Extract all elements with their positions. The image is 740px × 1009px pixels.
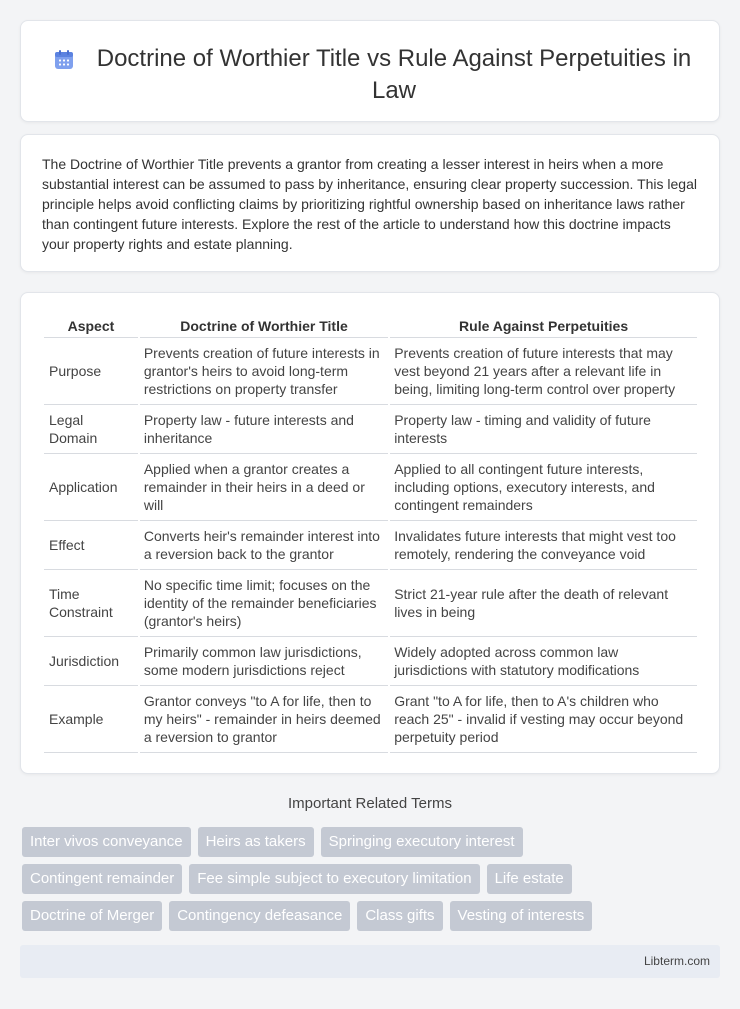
title-card (20, 20, 720, 122)
related-term-tag[interactable]: Springing executory interest (321, 827, 523, 857)
related-term-tag[interactable]: Fee simple subject to executory limitation (189, 864, 479, 894)
table-header-row (44, 315, 697, 338)
cell-worthier-title: Prevents creation of future interests in grantor's heirs to avoid long-term restrictions on property transfer (140, 338, 388, 405)
cell-aspect: Example (44, 686, 138, 753)
cell-worthier-title: Property law - future interests and inheritance (140, 405, 388, 454)
table-row (44, 454, 697, 521)
cell-worthier-title: Grantor conveys "to A for life, then to my heirs" - remainder in heirs deemed a reversion to grantor (140, 686, 388, 753)
cell-aspect: Time Constraint (44, 570, 138, 637)
cell-worthier-title: Converts heir's remainder interest into a reversion back to the grantor (140, 521, 388, 570)
comparison-table (42, 315, 699, 753)
table-row (44, 405, 697, 454)
cell-perpetuities: Invalidates future interests that might vest too remotely, rendering the conveyance void (390, 521, 697, 570)
cell-perpetuities: Grant "to A for life, then to A's children who reach 25" - invalid if vesting may occur beyond perpetuity period (390, 686, 697, 753)
related-terms-list (22, 827, 722, 938)
table-row (44, 637, 697, 686)
cell-perpetuities: Widely adopted across common law jurisdictions with statutory modifications (390, 637, 697, 686)
table-row (44, 338, 697, 405)
intro-card (20, 134, 720, 272)
cell-aspect: Application (44, 454, 138, 521)
comparison-table-card (20, 292, 720, 774)
cell-worthier-title: Applied when a grantor creates a remainder in their heirs in a deed or will (140, 454, 388, 521)
related-term-tag[interactable]: Vesting of interests (450, 901, 593, 931)
related-term-tag[interactable]: Contingent remainder (22, 864, 182, 894)
table-row (44, 521, 697, 570)
header-doctrine-of-worthier-title: Doctrine of Worthier Title (140, 315, 388, 338)
header-rule-against-perpetuities: Rule Against Perpetuities (390, 315, 697, 338)
related-term-tag[interactable]: Doctrine of Merger (22, 901, 162, 931)
cell-worthier-title: No specific time limit; focuses on the identity of the remainder beneficiaries (grantor's heirs) (140, 570, 388, 637)
cell-aspect: Effect (44, 521, 138, 570)
related-term-tag[interactable]: Inter vivos conveyance (22, 827, 191, 857)
cell-perpetuities: Applied to all contingent future interests, including options, executory interests, and contingent remainders (390, 454, 697, 521)
table-row (44, 686, 697, 753)
footer-site-link[interactable]: Libterm.com (643, 954, 710, 968)
related-term-tag[interactable]: Class gifts (357, 901, 442, 931)
table-row (44, 570, 697, 637)
footer (20, 945, 720, 978)
header-aspect: Aspect (44, 315, 138, 338)
cell-worthier-title: Primarily common law jurisdictions, some modern jurisdictions reject (140, 637, 388, 686)
cell-aspect: Jurisdiction (44, 637, 138, 686)
cell-aspect: Legal Domain (44, 405, 138, 454)
intro-paragraph: The Doctrine of Worthier Title prevents a grantor from creating a lesser interest in heirs when a more substantial interest can be assumed to pass by inheritance, ensuring clear property succession. This legal principle helps avoid conflicting claims by prioritizing rightful ownership based on inheritance laws rather than contingent future interests. Explore the rest of the article to understand how this doctrine impacts your property rights and estate planning. (42, 156, 697, 252)
related-terms-title: Important Related Terms (288, 795, 452, 812)
related-term-tag[interactable]: Life estate (487, 864, 572, 894)
cell-aspect: Purpose (44, 338, 138, 405)
related-term-tag[interactable]: Heirs as takers (198, 827, 314, 857)
related-term-tag[interactable]: Contingency defeasance (169, 901, 350, 931)
cell-perpetuities: Property law - timing and validity of future interests (390, 405, 697, 454)
cell-perpetuities: Prevents creation of future interests that may vest beyond 21 years after a relevant life in being, limiting long-term control over property (390, 338, 697, 405)
cell-perpetuities: Strict 21-year rule after the death of relevant lives in being (390, 570, 697, 637)
page-title: Doctrine of Worthier Title vs Rule Against Perpetuities in Law (96, 45, 692, 104)
